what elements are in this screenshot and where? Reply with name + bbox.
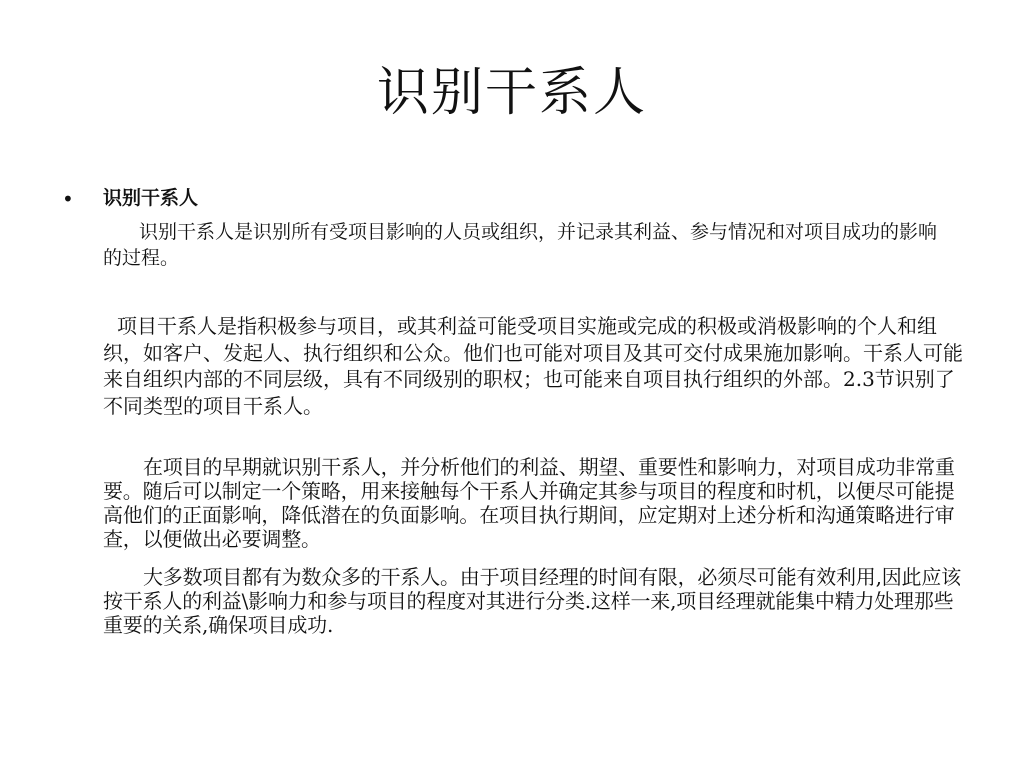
paragraph-classification: 大多数项目都有为数众多的干系人。由于项目经理的时间有限，必须尽可能有效利用,因此应该按干系人的利益\影响力和参与项目的程度对其进行分类.这样一来,项目经理就能集中精力处理那些重要的关系,确保项目成功. bbox=[103, 565, 961, 637]
bullet-marker: • bbox=[62, 187, 74, 211]
paragraph-early-identification: 在项目的早期就识别干系人，并分析他们的利益、期望、重要性和影响力，对项目成功非常重要。随后可以制定一个策略，用来接触每个干系人并确定其参与项目的程度和时机，以便尽可能提高他们的正面影响，降低潜在的负面影响。在项目执行期间，应定期对上述分析和沟通策略进行审查，以便做出必要调整。 bbox=[103, 455, 955, 551]
paragraph-definition: 识别干系人是识别所有受项目影响的人员或组织，并记录其利益、参与情况和对项目成功的影响的过程。 bbox=[103, 221, 938, 269]
paragraph-stakeholder-description: 项目干系人是指积极参与项目，或其利益可能受项目实施或完成的积极或消极影响的个人和组织，如客户、发起人、执行组织和公众。他们也可能对项目及其可交付成果施加影响。干系人可能来自组织内部的不同层级，具有不同级别的职权；也可能来自项目执行组织的外部。2.3节识别了不同类型的项目干系人。 bbox=[103, 314, 963, 418]
slide-title: 识别干系人 bbox=[376, 63, 647, 123]
bullet-heading: 识别干系人 bbox=[103, 187, 199, 209]
